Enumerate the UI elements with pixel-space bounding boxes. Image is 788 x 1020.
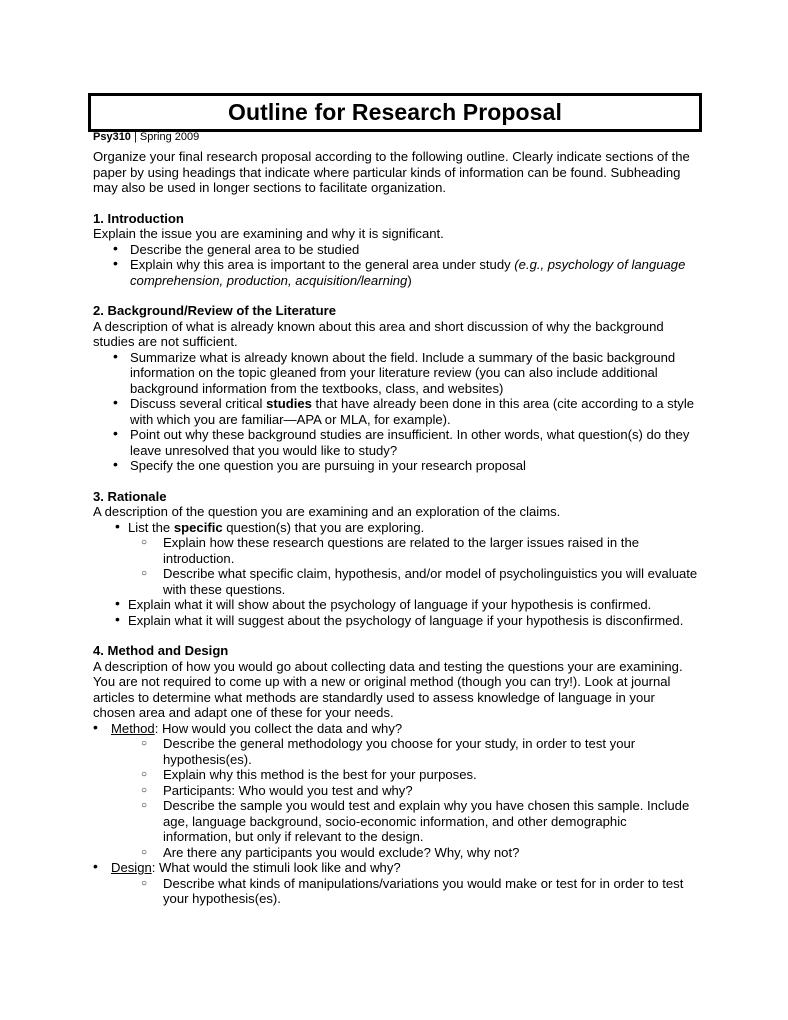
page-title: Outline for Research Proposal [228,99,562,125]
section-heading: 2. Background/Review of the Literature [93,303,337,318]
list-item-bold-text: studies [266,396,312,411]
sub-list-item: ○ Participants: Who would you test and why? [93,783,698,799]
section-description: A description of the question you are examining and an exploration of the claims. [93,504,561,519]
section-heading: 4. Method and Design [93,643,229,658]
sub-bullet-list [93,876,698,907]
list-item-text: : What would the stimuli look like and why? [151,860,401,875]
section-background [93,303,698,474]
section-rationale [93,489,698,629]
bullet-list [93,721,698,907]
section-heading: 3. Rationale [93,488,167,504]
list-item-method [93,721,698,861]
list-item: • Describe the general area to be studied [93,242,698,258]
list-item: • Explain what it will suggest about the psychology of language if your hypothesis is disconfirmed. [93,613,698,629]
list-item-text: : How would you collect the data and why? [154,720,403,736]
course-separator: | [130,131,140,143]
sub-bullet-list [93,535,698,597]
section-description: Explain the issue you are examining and why it is significant. [93,226,444,241]
course-code: Psy310 [93,131,131,143]
bullet-list [93,350,698,474]
course-term: Spring 2009 [139,131,200,143]
sub-bullet-list [93,736,698,860]
section-introduction [93,211,698,289]
section-method-design [93,643,698,907]
list-item: • Point out why these background studies are insufficient. In other words, what question(s) do they leave unresolved that you would like to study? [93,427,698,458]
section-description: A description of how you would go about collecting data and testing the questions your are examining. You are not required to come up with a new or original method (though you can try!). Look at journal articles to determine what methods are standardly used to assess knowledge of language in your chosen area and adapt one of these for your needs. [93,658,683,720]
list-item-text: Explain why this area is important to the general area under study [130,257,515,272]
section-description: A description of what is already known about this area and short discussion of why the background studies are not sufficient. [93,318,664,349]
sub-list-item: ○ Describe what kinds of manipulations/variations you would make or test for in order to test your hypothesis(es). [93,876,698,907]
sub-list-item: ○ Describe the general methodology you choose for your study, in order to test your hypothesis(es). [93,736,698,767]
list-item: • Explain what it will show about the psychology of language if your hypothesis is confirmed. [93,597,698,613]
sub-list-item: ○ Explain how these research questions are related to the larger issues raised in the introduction. [93,535,698,566]
document-body [93,149,698,922]
list-item [93,257,698,288]
list-item: • Summarize what is already known about the field. Include a summary of the basic background information on the topic gleaned from your literature review (you can also include additional background information from the textbooks, class, and websites) [93,350,698,397]
list-item-text: Discuss several critical [130,396,267,411]
list-item [93,520,698,598]
sub-list-item: ○ Describe what specific claim, hypothesis, and/or model of psycholinguistics you will evaluate with these questions. [93,566,698,597]
list-item-text: that have already been done in this area (cite according to a style with which you are familiar—APA or MLA, for example). [130,396,695,427]
section-heading: 1. Introduction [93,210,184,226]
list-item [93,396,698,427]
list-item-italic-text: (e.g., psychology of language comprehension, production, acquisition/learning [130,257,686,288]
list-item-text: List the [128,519,174,535]
sub-list-item: ○ Describe the sample you would test and explain why you have chosen this sample. Include age, language background, socio-economic information, and other demographic information, but only if relevant to the design. [93,798,698,845]
design-label: Design [111,860,152,875]
bullet-list [93,520,698,629]
sub-list-item: ○ Are there any participants you would exclude? Why, why not? [93,845,698,861]
list-item-text: ) [407,272,412,288]
list-item-design [93,860,698,907]
title-box [88,93,702,132]
course-info [93,130,199,144]
bullet-list [93,242,698,289]
sub-list-item: ○ Explain why this method is the best for your purposes. [93,767,698,783]
list-item-text: question(s) that you are exploring. [222,519,425,535]
method-label: Method [111,720,155,736]
list-item-bold-text: specific [173,519,223,535]
list-item: • Specify the one question you are pursuing in your research proposal [93,458,698,474]
intro-paragraph: Organize your final research proposal according to the following outline. Clearly indicate sections of the paper by using headings that indicate where particular kinds of information can be found. Subheading may also be used in longer sections to facilitate organization. [93,149,690,195]
